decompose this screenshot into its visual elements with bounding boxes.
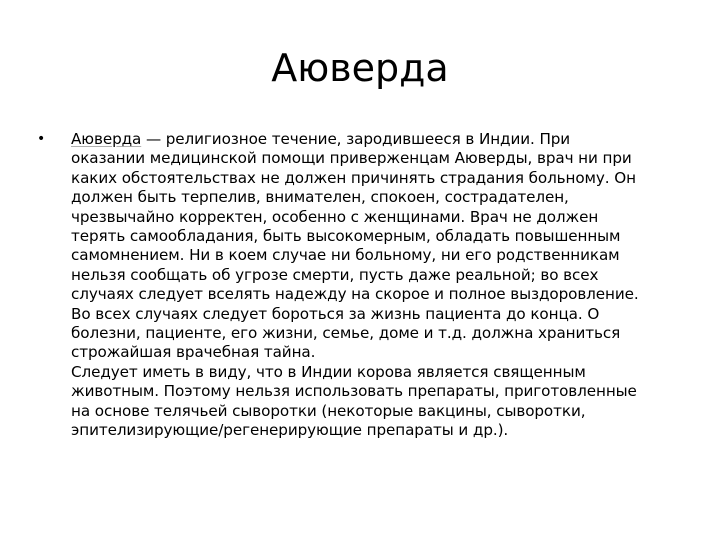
bullet-item	[36, 130, 686, 441]
text-line: должен быть терпелив, внимателен, спокоен, сострадателен,	[71, 188, 569, 207]
text-line: строжайшая врачебная тайна.	[71, 343, 316, 362]
text-line: оказании медицинской помощи приверженцам Аюверды, врач ни при	[71, 149, 632, 168]
text-line: терять самообладания, быть высокомерным, обладать повышенным	[71, 227, 621, 246]
slide-content	[36, 130, 686, 441]
text-line: нельзя сообщать об угрозе смерти, пусть даже реальной; во всех	[71, 265, 599, 284]
text-line: животным. Поэтому нельзя использовать препараты, приготовленные	[71, 382, 637, 401]
term-ayurveda: Аюверда	[71, 130, 142, 148]
text-line: Во всех случаях следует бороться за жизнь пациента до конца. О	[71, 304, 600, 323]
text-line: Следует иметь в виду, что в Индии корова является священным	[71, 362, 586, 381]
text-line-1	[71, 130, 686, 149]
text-line: на основе телячьей сыворотки (некоторые вакцины, сыворотки,	[71, 401, 586, 420]
slide-title: Аюверда	[271, 46, 449, 90]
bullet-icon: •	[37, 131, 46, 147]
first-line-rest: — религиозное течение, зародившееся в Индии. При	[141, 130, 571, 148]
text-line: эпителизирующие/регенерирующие препараты и др.).	[71, 421, 509, 440]
text-line: самомнением. Ни в коем случае ни больному, ни его родственникам	[71, 246, 620, 265]
bullet-text	[71, 130, 686, 441]
text-line: болезни, пациенте, его жизни, семье, доме и т.д. должна храниться	[71, 324, 621, 343]
text-line: чрезвычайно корректен, особенно с женщинами. Врач не должен	[71, 207, 599, 226]
text-line: случаях следует вселять надежду на скорое и полное выздоровление.	[71, 285, 639, 304]
text-line: каких обстоятельствах не должен причинять страдания больному. Он	[71, 168, 636, 187]
